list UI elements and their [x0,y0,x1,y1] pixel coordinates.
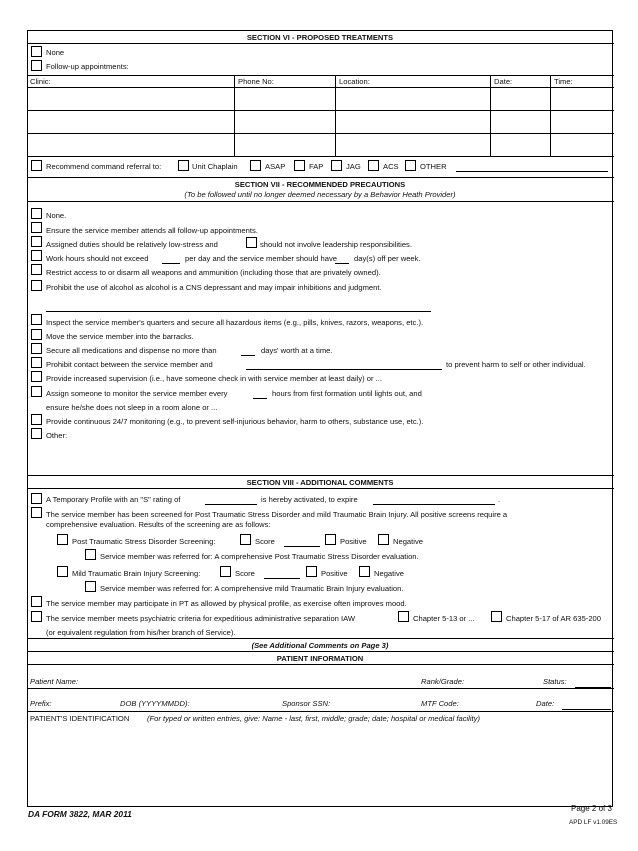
prec-alcohol-checkbox[interactable] [31,280,42,291]
tbi-checkbox[interactable] [57,566,68,577]
form-number: DA FORM 3822, MAR 2011 [28,809,132,819]
mtf-code-label: MTF Code: [421,699,459,708]
prec-monitor-label-3: ensure he/she does not sleep in a room alone or ... [46,403,218,412]
prec-supervision-label: Provide increased supervision (i.e., have someone check in with service member at least daily) or ... [46,374,382,383]
prec-none-checkbox[interactable] [31,208,42,219]
time-header: Time: [554,77,573,86]
alcohol-note-field[interactable] [46,311,431,312]
section6-title: SECTION VI - PROPOSED TREATMENTS [246,33,394,42]
prec-medications-label-2: days' worth at a time. [261,346,333,355]
prec-other-field[interactable] [46,441,606,471]
ptsd-positive-checkbox[interactable] [325,534,336,545]
prec-medications-checkbox[interactable] [31,343,42,354]
prec-hours-checkbox[interactable] [31,250,42,261]
tbi-positive-label: Positive [321,569,348,578]
prec-hours-label-2: per day and the service member should have [185,254,337,263]
prec-supervision-checkbox[interactable] [31,371,42,382]
jag-checkbox[interactable] [331,160,342,171]
prec-alcohol-label: Prohibit the use of alcohol as alcohol is a CNS depressant and may impair inhibitions and judgment. [46,283,382,292]
screened-label-2: comprehensive evaluation. Results of the screening are as follows: [46,520,271,529]
patient-info-title: PATIENT INFORMATION [276,654,364,663]
prec-appointments-label: Ensure the service member attends all follow-up appointments. [46,226,258,235]
phone-header: Phone No: [238,77,274,86]
prec-monitor-checkbox[interactable] [31,386,42,397]
ptsd-checkbox[interactable] [57,534,68,545]
page-number: Page 2 of 3 [571,804,612,813]
clinic-cell-1[interactable] [30,89,233,109]
chapter-5-17-label: Chapter 5-17 of AR 635-200 [506,614,601,623]
prefix-field[interactable] [58,693,118,707]
ptsd-score-field[interactable] [284,546,320,547]
chapter-5-17-checkbox[interactable] [491,611,502,622]
chaplain-label: Unit Chaplain [192,162,238,171]
see-additional-comments: (See Additional Comments on Page 3) [251,641,389,650]
date-header: Date: [494,77,513,86]
tbi-score-label: Score [235,569,255,578]
prec-monitor-label-2: hours from first formation until lights out, and [272,389,422,398]
ptsd-negative-checkbox[interactable] [378,534,389,545]
prec-continuous-label: Provide continuous 24/7 monitoring (e.g., to prevent self-injurious behavior, harm to others, substance use, etc.). [46,417,424,426]
other-checkbox[interactable] [405,160,416,171]
prec-appointments-checkbox[interactable] [31,222,42,233]
prec-leadership-label: should not involve leadership responsibilities. [260,240,412,249]
tbi-score-field[interactable] [264,578,300,579]
sponsor-ssn-field[interactable] [338,693,418,707]
profile-label: A Temporary Profile with an "S" rating of [46,495,181,504]
prec-barracks-checkbox[interactable] [31,329,42,340]
tbi-positive-checkbox[interactable] [306,566,317,577]
prec-contact-checkbox[interactable] [31,357,42,368]
ptsd-negative-label: Negative [393,537,423,546]
prec-duties-checkbox[interactable] [31,236,42,247]
jag-label: JAG [346,162,361,171]
prec-none-label: None. [46,211,67,220]
prec-contact-label: Prohibit contact between the service member and [46,360,213,369]
fap-label: FAP [309,162,324,171]
acs-checkbox[interactable] [368,160,379,171]
tbi-negative-checkbox[interactable] [359,566,370,577]
profile-expire-field[interactable] [373,504,495,505]
ptsd-positive-label: Positive [340,537,367,546]
prec-contact-label-2: to prevent harm to self or other individual. [446,360,586,369]
prec-hours-label: Work hours should not exceed [46,254,149,263]
none-label: None [46,48,65,57]
prec-continuous-checkbox[interactable] [31,414,42,425]
pt-label: The service member may participate in PT as allowed by physical profile, as exercise often improves mood. [46,599,407,608]
clinic-cell-2[interactable] [30,112,233,132]
prec-monitor-label: Assign someone to monitor the service member every [46,389,228,398]
profile-label-3: . [498,495,501,504]
prec-leadership-checkbox[interactable] [246,237,257,248]
prec-duties-label: Assigned duties should be relatively low-stress and [46,240,218,249]
ptsd-score-label: Score [255,537,275,546]
date-field[interactable] [562,709,611,710]
chapter-5-13-label: Chapter 5-13 or ... [413,614,475,623]
other-referral-field[interactable] [456,171,608,172]
prec-inspect-label: Inspect the service member's quarters and secure all hazardous items (e.g., pills, knives, razors, weapons, etc.). [46,318,424,327]
tbi-label: Mild Traumatic Brain Injury Screening: [72,569,201,578]
sponsor-ssn-label: Sponsor SSN: [282,699,331,708]
tbi-referral-label: Service member was referred for: A comprehensive mild Traumatic Brain Injury evaluation. [100,584,404,593]
psych-label: The service member meets psychiatric criteria for expeditious administrative separation IAW [46,614,356,623]
patient-name-label: Patient Name: [30,677,79,686]
profile-checkbox[interactable] [31,493,42,504]
asap-label: ASAP [265,162,286,171]
mtf-code-field[interactable] [468,693,533,707]
form-page [27,30,613,807]
screened-checkbox[interactable] [31,507,42,518]
prec-barracks-label: Move the service member into the barracks. [46,332,194,341]
rank-grade-label: Rank/Grade: [421,677,465,686]
contact-person-field[interactable] [246,369,442,370]
section8-title: SECTION VIII - ADDITIONAL COMMENTS [246,478,394,487]
tbi-score-checkbox[interactable] [220,566,231,577]
acs-label: ACS [383,162,399,171]
clinic-header: Clinic: [30,77,51,86]
none-checkbox[interactable] [31,46,42,57]
referral-label: Recommend command referral to: [46,162,162,171]
section7-title: SECTION VII - RECOMMENDED PRECAUTIONS [234,180,406,189]
rank-grade-field[interactable] [473,671,543,685]
patient-id-instructions: (For typed or written entries, give: Name - last, first, middle; grade; date; hospital or medical facility) [147,714,480,723]
section7-subtitle: (To be followed until no longer deemed necessary by a Behavior Heath Provider) [184,190,456,199]
tbi-referral-checkbox[interactable] [85,581,96,592]
profile-rating-field[interactable] [205,504,257,505]
medication-days-field[interactable] [241,355,255,356]
patient-id-field[interactable] [30,725,610,805]
prec-other-label: Other: [46,431,68,440]
followup-label: Follow-up appointments: [46,62,129,71]
clinic-cell-3[interactable] [30,135,233,155]
ptsd-score-checkbox[interactable] [240,534,251,545]
referral-checkbox[interactable] [31,160,42,171]
ptsd-label: Post Traumatic Stress Disorder Screening: [72,537,216,546]
prec-other-checkbox[interactable] [31,428,42,439]
ptsd-referral-checkbox[interactable] [85,549,96,560]
prefix-label: Prefix: [30,699,52,708]
patient-name-field[interactable] [88,671,418,685]
ptsd-referral-label: Service member was referred for: A comprehensive Post Traumatic Stress Disorder evaluation. [100,552,419,561]
chapter-5-13-checkbox[interactable] [398,611,409,622]
pt-checkbox[interactable] [31,596,42,607]
asap-checkbox[interactable] [250,160,261,171]
chaplain-checkbox[interactable] [178,160,189,171]
patient-id-label: PATIENT'S IDENTIFICATION [30,714,130,723]
psych-checkbox[interactable] [31,611,42,622]
screened-label: The service member has been screened for Post Traumatic Stress Disorder and mild Traumatic Brain Injury. All positive screens require a [46,510,508,519]
other-label: OTHER [420,162,447,171]
prec-hours-label-3: day(s) off per week. [354,254,421,263]
fap-checkbox[interactable] [294,160,305,171]
prec-weapons-checkbox[interactable] [31,264,42,275]
followup-checkbox[interactable] [31,60,42,71]
prec-medications-label: Secure all medications and dispense no more than [46,346,217,355]
location-header: Location: [339,77,370,86]
profile-label-2: is hereby activated, to expire [261,495,358,504]
prec-inspect-checkbox[interactable] [31,314,42,325]
dob-field[interactable] [208,693,278,707]
monitor-hours-field[interactable] [253,398,267,399]
psych-label-2: (or equivalent regulation from his/her branch of Service). [46,628,236,637]
prec-weapons-label: Restrict access to or disarm all weapons and ammunition (including those that are privately owned). [46,268,381,277]
hours-field[interactable] [162,263,180,264]
dob-label: DOB (YYYYMMDD): [120,699,190,708]
tbi-negative-label: Negative [374,569,404,578]
days-off-field[interactable] [335,263,349,264]
date-label: Date: [536,699,555,708]
form-version: APD LF v1.09ES [569,819,618,826]
status-label: Status: [543,677,567,686]
